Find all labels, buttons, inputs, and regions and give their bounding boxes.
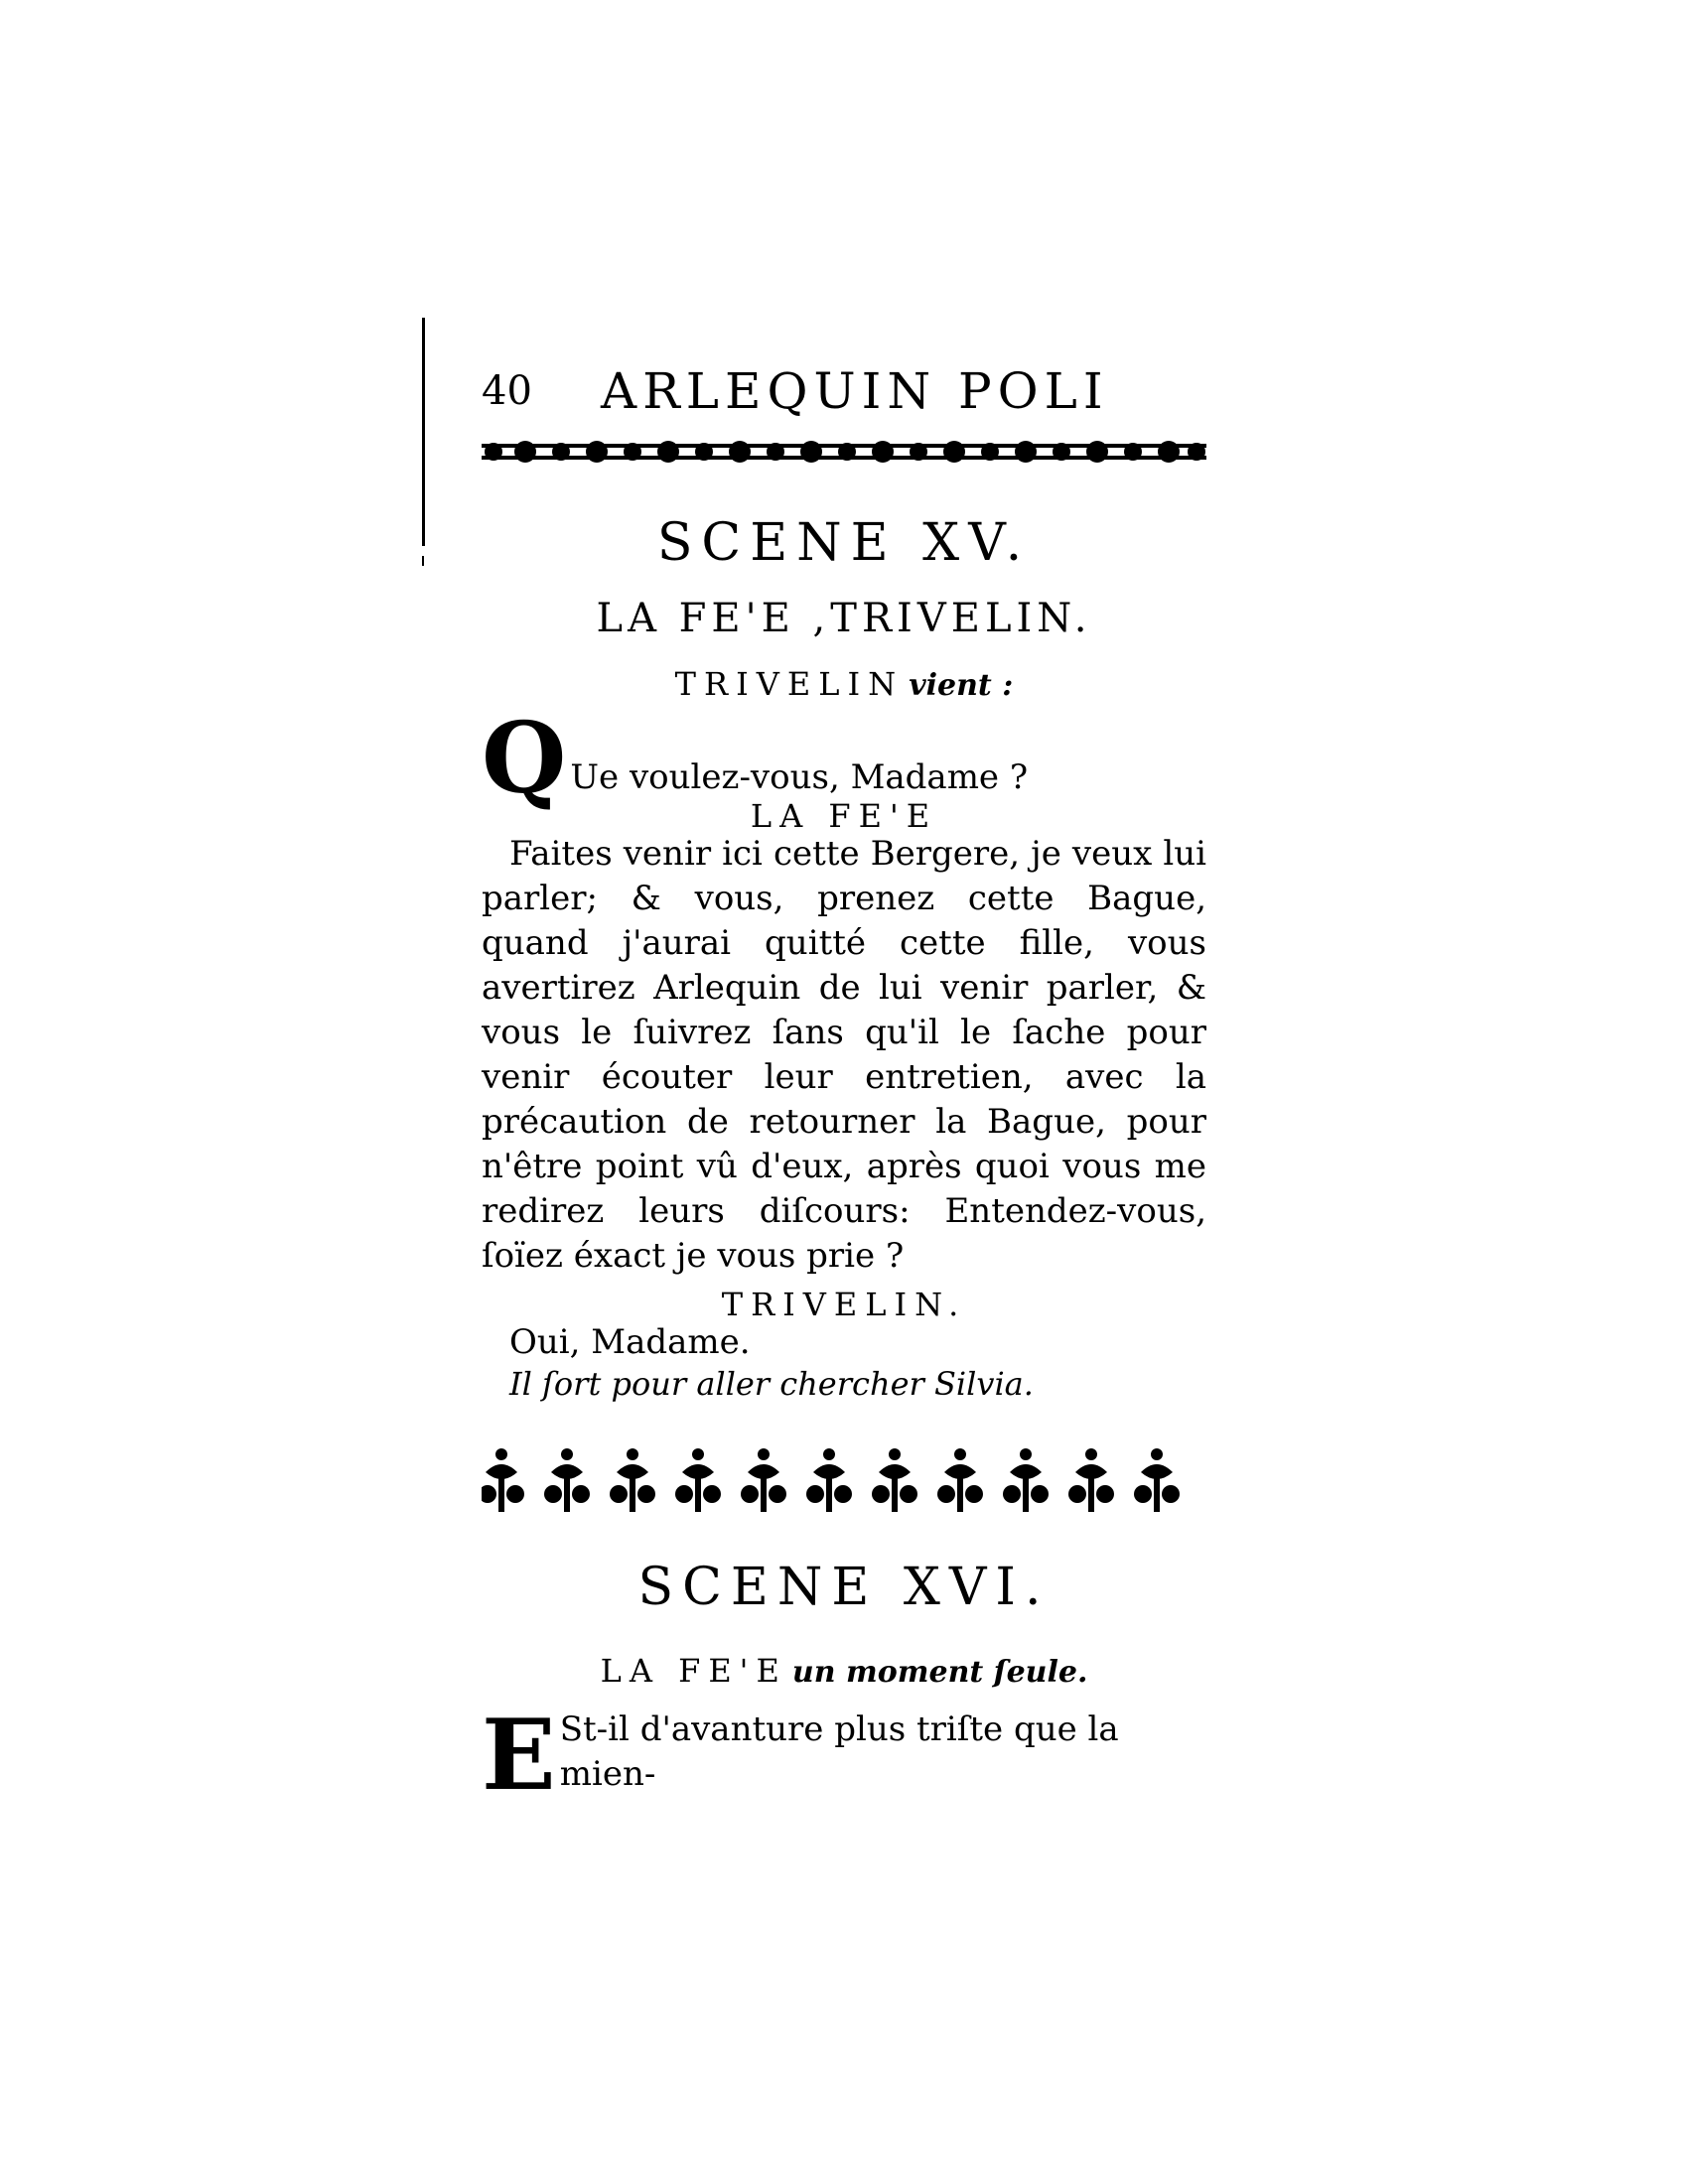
scene-15-cast: LA FE'E ,TRIVELIN. (596, 596, 1092, 641)
page-number: 40 (482, 368, 532, 414)
speaker-name: LA FE'E (600, 1652, 787, 1690)
speech-text: Faites venir ici cette Bergere, je veux lui parler; & vous, prenez cette Bague, quand j'aurai quitté cette fille, vous avertirez Arlequin de lui venir parler, & vous le ſuivrez ſans qu'il le ſache pour venir écouter leur entretien, avec la précaution de retourner la Bague, pour n'être point vû d'eux, après quoi vous me redirez leurs diſcours: Entendez-vous, ſoïez éxact je vous prie ? (482, 834, 1206, 1276)
running-head (482, 362, 1206, 432)
speaker-name: LA FE'E (750, 797, 938, 835)
stage-direction: un moment ſeule. (791, 1655, 1088, 1690)
scene-15-heading: SCENE XV. (656, 513, 1032, 573)
margin-rule (422, 318, 425, 546)
opening-line (482, 1699, 1206, 1813)
speech-text: St-il d'avanture plus triſte que la mien- (559, 1709, 1119, 1794)
ornament-band-fleurons (482, 1442, 1206, 1522)
speech-text: Oui, Madame. (509, 1322, 751, 1362)
ornament-band-top (482, 432, 1206, 472)
book-page (482, 362, 1206, 1813)
exit-stage-direction: Il ſort pour aller chercher Silvia. (509, 1365, 1034, 1403)
stage-direction: vient : (909, 668, 1014, 703)
running-title: ARLEQUIN POLI (601, 362, 1109, 420)
speaker-cue (482, 1286, 1206, 1323)
speech-text: Ue voulez-vous, Madame ? (570, 757, 1029, 797)
drop-cap: E (482, 1699, 556, 1813)
drop-cap: Q (482, 702, 567, 816)
scene-16-heading: SCENE XVI. (637, 1558, 1051, 1617)
speaker-cue (482, 665, 1206, 703)
speaker-name: TRIVELIN. (721, 1286, 967, 1323)
speaker-cue (482, 797, 1206, 835)
margin-rule-fragment (422, 556, 424, 566)
speaker-cue (482, 1652, 1206, 1690)
speaker-name: TRIVELIN (674, 665, 905, 703)
